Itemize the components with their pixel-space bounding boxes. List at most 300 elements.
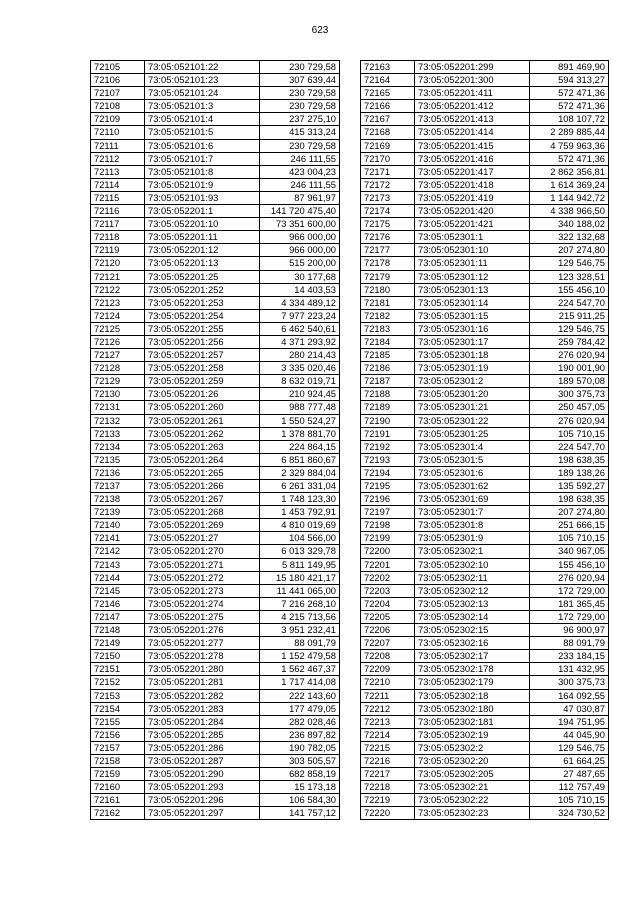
row-number-cell: 72173 [361,191,415,204]
cadastral-number-cell: 73:05:052201:25 [145,270,260,283]
value-cell: 966 000,00 [260,231,340,244]
row-number-cell: 72109 [91,113,145,126]
cadastral-number-cell: 73:05:052201:299 [415,61,530,74]
cadastral-number-cell: 73:05:052201:273 [145,584,260,597]
table-row [91,624,340,637]
cadastral-number-cell: 73:05:052301:10 [415,244,530,257]
cadastral-number-cell: 73:05:052201:261 [145,414,260,427]
row-number-cell: 72116 [91,205,145,218]
value-cell: 246 111,55 [260,152,340,165]
table-row [361,624,609,637]
value-cell: 96 900,97 [530,624,609,637]
table-row [91,335,340,348]
cadastral-number-cell: 73:05:052201:272 [145,571,260,584]
cadastral-number-cell: 73:05:052302:205 [415,768,530,781]
table-row [91,414,340,427]
row-number-cell: 72154 [91,702,145,715]
cadastral-number-cell: 73:05:052201:296 [145,794,260,807]
row-number-cell: 72111 [91,139,145,152]
row-number-cell: 72130 [91,388,145,401]
value-cell: 324 730,52 [530,807,609,820]
cadastral-number-cell: 73:05:052302:180 [415,702,530,715]
row-number-cell: 72106 [91,74,145,87]
table-row [361,597,609,610]
cadastral-number-cell: 73:05:052201:271 [145,558,260,571]
row-number-cell: 72202 [361,571,415,584]
table-row [361,322,609,335]
value-cell: 250 457,05 [530,401,609,414]
table-row [361,545,609,558]
cadastral-number-cell: 73:05:052101:24 [145,87,260,100]
table-row [361,663,609,676]
cadastral-number-cell: 73:05:052201:412 [415,100,530,113]
row-number-cell: 72129 [91,375,145,388]
value-cell: 15 180 421,17 [260,571,340,584]
table-row [91,768,340,781]
row-number-cell: 72124 [91,309,145,322]
row-number-cell: 72184 [361,335,415,348]
row-number-cell: 72172 [361,178,415,191]
table-row [91,781,340,794]
value-cell: 87 961,97 [260,191,340,204]
table-row [361,610,609,623]
value-cell: 3 335 020,46 [260,362,340,375]
table-row [91,532,340,545]
cadastral-number-cell: 73:05:052301:62 [415,480,530,493]
row-number-cell: 72219 [361,794,415,807]
row-number-cell: 72142 [91,545,145,558]
row-number-cell: 72203 [361,584,415,597]
cadastral-number-cell: 73:05:052301:16 [415,322,530,335]
cadastral-number-cell: 73:05:052201:282 [145,689,260,702]
row-number-cell: 72198 [361,519,415,532]
row-number-cell: 72186 [361,362,415,375]
table-row [91,807,340,820]
cadastral-number-cell: 73:05:052101:6 [145,139,260,152]
row-number-cell: 72185 [361,349,415,362]
value-cell: 194 751,95 [530,715,609,728]
cadastral-number-cell: 73:05:052201:413 [415,113,530,126]
row-number-cell: 72149 [91,637,145,650]
value-cell: 4 215 713,56 [260,610,340,623]
row-number-cell: 72134 [91,440,145,453]
cadastral-number-cell: 73:05:052201:269 [145,519,260,532]
table-row [91,87,340,100]
row-number-cell: 72117 [91,218,145,231]
row-number-cell: 72175 [361,218,415,231]
row-number-cell: 72136 [91,466,145,479]
value-cell: 1 378 881,70 [260,427,340,440]
cadastral-number-cell: 73:05:052101:23 [145,74,260,87]
table-row [91,663,340,676]
row-number-cell: 72218 [361,781,415,794]
value-cell: 1 144 942,72 [530,191,609,204]
row-number-cell: 72212 [361,702,415,715]
cadastral-number-cell: 73:05:052302:21 [415,781,530,794]
row-number-cell: 72192 [361,440,415,453]
value-cell: 251 666,15 [530,519,609,532]
row-number-cell: 72148 [91,624,145,637]
table-row [91,270,340,283]
row-number-cell: 72139 [91,506,145,519]
value-cell: 572 471,36 [530,152,609,165]
table-row [91,741,340,754]
table-row [361,244,609,257]
table-row [361,178,609,191]
row-number-cell: 72133 [91,427,145,440]
value-cell: 189 570,08 [530,375,609,388]
table-row [91,637,340,650]
table-row [91,165,340,178]
row-number-cell: 72200 [361,545,415,558]
cadastral-number-cell: 73:05:052302:19 [415,728,530,741]
cadastral-number-cell: 73:05:052101:7 [145,152,260,165]
cadastral-number-cell: 73:05:052101:4 [145,113,260,126]
value-cell: 594 313,27 [530,74,609,87]
value-cell: 224 547,70 [530,440,609,453]
table-row [91,322,340,335]
value-cell: 7 977 223,24 [260,309,340,322]
row-number-cell: 72208 [361,650,415,663]
value-cell: 135 592,27 [530,480,609,493]
cadastral-number-cell: 73:05:052201:10 [145,218,260,231]
cadastral-number-cell: 73:05:052101:9 [145,178,260,191]
value-cell: 129 546,75 [530,257,609,270]
value-cell: 155 456,10 [530,283,609,296]
table-row [361,126,609,139]
value-cell: 2 862 356,81 [530,165,609,178]
cadastral-number-cell: 73:05:052201:11 [145,231,260,244]
table-row [361,165,609,178]
value-cell: 230 729,58 [260,61,340,74]
cadastral-number-cell: 73:05:052301:9 [415,532,530,545]
row-number-cell: 72183 [361,322,415,335]
table-row [91,205,340,218]
value-cell: 233 184,15 [530,650,609,663]
cadastral-number-cell: 73:05:052302:178 [415,663,530,676]
table-row [361,768,609,781]
value-cell: 340 967,05 [530,545,609,558]
value-cell: 1 152 479,58 [260,650,340,663]
cadastral-number-cell: 73:05:052201:297 [145,807,260,820]
cadastral-number-cell: 73:05:052301:1 [415,231,530,244]
table-row [361,702,609,715]
value-cell: 682 858,19 [260,768,340,781]
row-number-cell: 72178 [361,257,415,270]
row-number-cell: 72108 [91,100,145,113]
table-row [91,257,340,270]
value-cell: 207 274,80 [530,506,609,519]
table-row [361,466,609,479]
table-row [91,558,340,571]
table-row [361,807,609,820]
row-number-cell: 72110 [91,126,145,139]
row-number-cell: 72114 [91,178,145,191]
table-row [91,545,340,558]
cadastral-number-cell: 73:05:052201:278 [145,650,260,663]
cadastral-number-cell: 73:05:052201:1 [145,205,260,218]
table-row [91,453,340,466]
table-row [91,715,340,728]
cadastral-number-cell: 73:05:052101:5 [145,126,260,139]
row-number-cell: 72210 [361,676,415,689]
row-number-cell: 72151 [91,663,145,676]
row-number-cell: 72126 [91,335,145,348]
value-cell: 7 216 268,10 [260,597,340,610]
table-row [361,388,609,401]
table-row [361,152,609,165]
row-number-cell: 72118 [91,231,145,244]
table-row [91,61,340,74]
cadastral-number-cell: 73:05:052201:284 [145,715,260,728]
value-cell: 181 365,45 [530,597,609,610]
row-number-cell: 72199 [361,532,415,545]
cadastral-number-cell: 73:05:052302:17 [415,650,530,663]
value-cell: 1 748 123,30 [260,493,340,506]
table-row [361,480,609,493]
cadastral-number-cell: 73:05:052201:414 [415,126,530,139]
cadastral-number-cell: 73:05:052201:417 [415,165,530,178]
row-number-cell: 72176 [361,231,415,244]
cadastral-number-cell: 73:05:052301:7 [415,506,530,519]
value-cell: 190 782,05 [260,741,340,754]
row-number-cell: 72137 [91,480,145,493]
row-number-cell: 72188 [361,388,415,401]
cadastral-number-cell: 73:05:052201:254 [145,309,260,322]
value-cell: 966 000,00 [260,244,340,257]
table-row [91,178,340,191]
value-cell: 2 329 884,04 [260,466,340,479]
cadastral-number-cell: 73:05:052201:267 [145,493,260,506]
table-row [91,702,340,715]
value-cell: 259 784,42 [530,335,609,348]
cadastral-number-cell: 73:05:052201:285 [145,728,260,741]
cadastral-number-cell: 73:05:052301:25 [415,427,530,440]
value-cell: 6 261 331,04 [260,480,340,493]
cadastral-number-cell: 73:05:052301:12 [415,270,530,283]
row-number-cell: 72145 [91,584,145,597]
cadastral-number-cell: 73:05:052302:16 [415,637,530,650]
value-cell: 105 710,15 [530,532,609,545]
value-cell: 246 111,55 [260,178,340,191]
row-number-cell: 72162 [91,807,145,820]
row-number-cell: 72168 [361,126,415,139]
row-number-cell: 72158 [91,754,145,767]
value-cell: 141 720 475,40 [260,205,340,218]
value-cell: 280 214,43 [260,349,340,362]
row-number-cell: 72141 [91,532,145,545]
cadastral-number-cell: 73:05:052302:14 [415,610,530,623]
table-row [91,113,340,126]
row-number-cell: 72167 [361,113,415,126]
value-cell: 1 562 467,37 [260,663,340,676]
value-cell: 190 001,90 [530,362,609,375]
value-cell: 164 092,55 [530,689,609,702]
value-cell: 5 811 149,95 [260,558,340,571]
cadastral-number-cell: 73:05:052302:23 [415,807,530,820]
table-row [361,584,609,597]
value-cell: 105 710,15 [530,427,609,440]
row-number-cell: 72128 [91,362,145,375]
value-cell: 129 546,75 [530,741,609,754]
cadastral-number-cell: 73:05:052201:253 [145,296,260,309]
cadastral-number-cell: 73:05:052201:277 [145,637,260,650]
value-cell: 129 546,75 [530,322,609,335]
cadastral-number-cell: 73:05:052201:257 [145,349,260,362]
row-number-cell: 72155 [91,715,145,728]
value-cell: 237 275,10 [260,113,340,126]
cadastral-number-cell: 73:05:052302:22 [415,794,530,807]
row-number-cell: 72194 [361,466,415,479]
cadastral-number-cell: 73:05:052201:266 [145,480,260,493]
cadastral-number-cell: 73:05:052201:419 [415,191,530,204]
row-number-cell: 72165 [361,87,415,100]
value-cell: 44 045,90 [530,728,609,741]
table-row [91,100,340,113]
value-cell: 1 453 792,91 [260,506,340,519]
cadastral-number-cell: 73:05:052301:15 [415,309,530,322]
cadastral-number-cell: 73:05:052201:259 [145,375,260,388]
cadastral-number-cell: 73:05:052302:20 [415,754,530,767]
cadastral-number-cell: 73:05:052301:13 [415,283,530,296]
value-cell: 172 729,00 [530,610,609,623]
table-row [361,205,609,218]
cadastral-number-cell: 73:05:052301:11 [415,257,530,270]
table-row [91,794,340,807]
value-cell: 230 729,58 [260,100,340,113]
value-cell: 14 403,53 [260,283,340,296]
table-row [361,532,609,545]
cadastral-number-cell: 73:05:052301:18 [415,349,530,362]
table-row [361,270,609,283]
table-row [361,650,609,663]
value-cell: 6 462 540,61 [260,322,340,335]
value-cell: 88 091,79 [260,637,340,650]
table-row [91,676,340,689]
table-row [361,349,609,362]
table-row [91,244,340,257]
table-row [91,610,340,623]
row-number-cell: 72177 [361,244,415,257]
value-cell: 300 375,73 [530,388,609,401]
row-number-cell: 72179 [361,270,415,283]
table-row [361,87,609,100]
value-cell: 4 371 293,92 [260,335,340,348]
cadastral-number-cell: 73:05:052302:11 [415,571,530,584]
cadastral-number-cell: 73:05:052201:255 [145,322,260,335]
value-cell: 30 177,68 [260,270,340,283]
table-row [91,126,340,139]
cadastral-number-cell: 73:05:052201:416 [415,152,530,165]
table-row [91,480,340,493]
value-cell: 112 757,49 [530,781,609,794]
table-row [361,637,609,650]
table-row [91,309,340,322]
row-number-cell: 72196 [361,493,415,506]
value-cell: 6 013 329,78 [260,545,340,558]
table-row [361,741,609,754]
row-number-cell: 72135 [91,453,145,466]
cadastral-number-cell: 73:05:052302:181 [415,715,530,728]
value-cell: 27 487,65 [530,768,609,781]
table-row [361,440,609,453]
value-cell: 15 173,18 [260,781,340,794]
cadastral-number-cell: 73:05:052302:18 [415,689,530,702]
row-number-cell: 72144 [91,571,145,584]
table-row [361,689,609,702]
value-cell: 303 505,57 [260,754,340,767]
table-row [361,191,609,204]
value-cell: 230 729,58 [260,139,340,152]
value-cell: 1 614 369,24 [530,178,609,191]
cadastral-number-cell: 73:05:052201:13 [145,257,260,270]
value-cell: 322 132,68 [530,231,609,244]
value-cell: 1 717 414,08 [260,676,340,689]
cadastral-number-cell: 73:05:052302:179 [415,676,530,689]
table-row [91,466,340,479]
value-cell: 4 810 019,69 [260,519,340,532]
value-cell: 11 441 065,00 [260,584,340,597]
row-number-cell: 72159 [91,768,145,781]
value-cell: 282 028,46 [260,715,340,728]
value-cell: 224 547,70 [530,296,609,309]
row-number-cell: 72164 [361,74,415,87]
table-row [91,152,340,165]
row-number-cell: 72193 [361,453,415,466]
row-number-cell: 72191 [361,427,415,440]
row-number-cell: 72205 [361,610,415,623]
value-cell: 988 777,48 [260,401,340,414]
row-number-cell: 72120 [91,257,145,270]
value-cell: 415 313,24 [260,126,340,139]
value-cell: 423 004,23 [260,165,340,178]
registry-table-right [360,60,609,820]
value-cell: 189 138,26 [530,466,609,479]
row-number-cell: 72190 [361,414,415,427]
table-row [91,74,340,87]
cadastral-number-cell: 73:05:052101:93 [145,191,260,204]
row-number-cell: 72127 [91,349,145,362]
table-row [91,427,340,440]
row-number-cell: 72121 [91,270,145,283]
cadastral-number-cell: 73:05:052301:17 [415,335,530,348]
row-number-cell: 72150 [91,650,145,663]
value-cell: 236 897,82 [260,728,340,741]
value-cell: 340 188,02 [530,218,609,231]
table-row [361,427,609,440]
row-number-cell: 72146 [91,597,145,610]
cadastral-number-cell: 73:05:052201:270 [145,545,260,558]
row-number-cell: 72140 [91,519,145,532]
row-number-cell: 72181 [361,296,415,309]
table-row [91,754,340,767]
value-cell: 572 471,36 [530,87,609,100]
table-row [361,414,609,427]
row-number-cell: 72169 [361,139,415,152]
value-cell: 222 143,60 [260,689,340,702]
table-row [91,597,340,610]
value-cell: 4 759 963,36 [530,139,609,152]
row-number-cell: 72125 [91,322,145,335]
table-row [91,388,340,401]
cadastral-number-cell: 73:05:052302:13 [415,597,530,610]
table-row [361,296,609,309]
cadastral-number-cell: 73:05:052302:10 [415,558,530,571]
cadastral-number-cell: 73:05:052101:22 [145,61,260,74]
row-number-cell: 72166 [361,100,415,113]
table-row [361,283,609,296]
cadastral-number-cell: 73:05:052201:281 [145,676,260,689]
